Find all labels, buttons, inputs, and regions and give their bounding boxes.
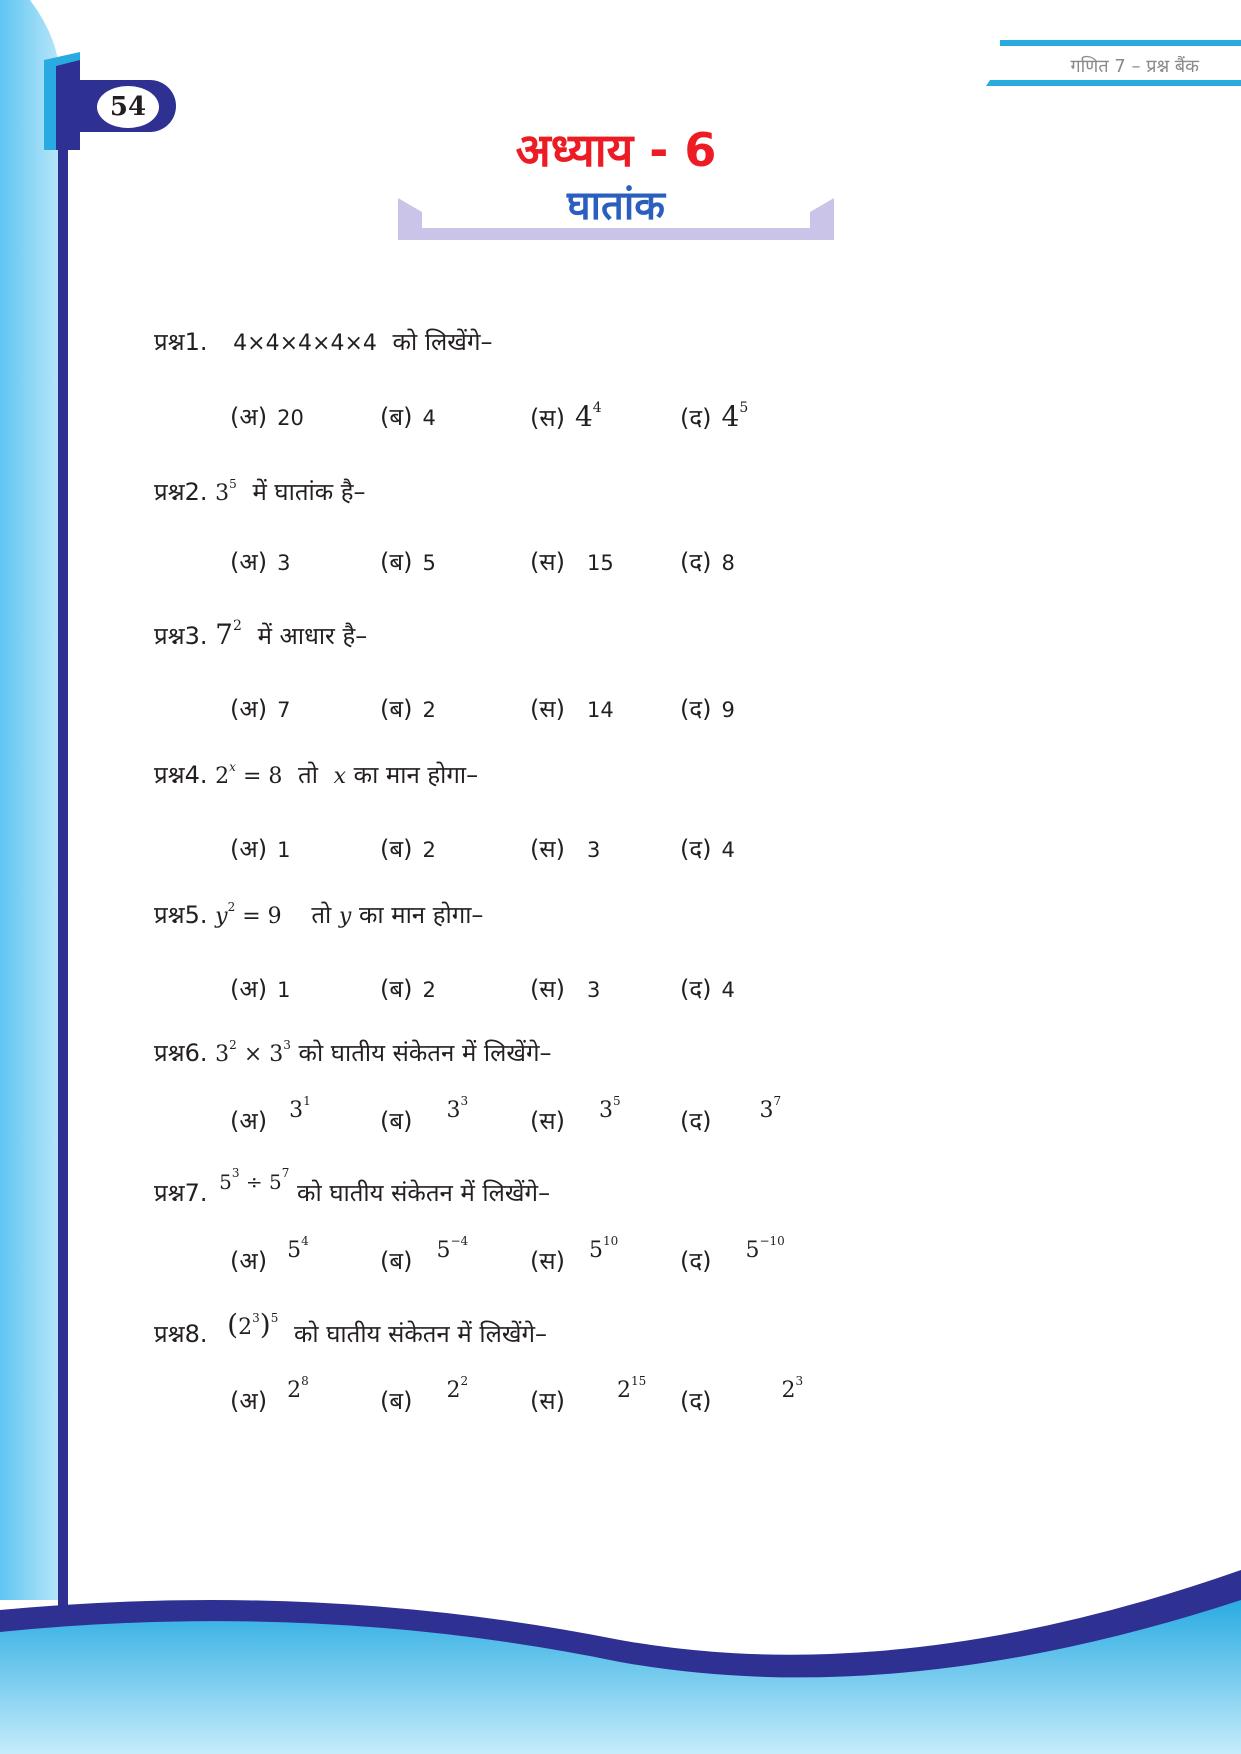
question-number: प्रश्न3. (154, 622, 208, 650)
question-7 (154, 1166, 551, 1209)
question-variable: y (338, 904, 352, 929)
option-d[interactable] (680, 1094, 782, 1137)
option-label: (द) (680, 695, 712, 723)
question-expression: $7^2$ (215, 618, 242, 651)
question-text-connector: तो (311, 901, 332, 929)
option-label: (ब) (380, 695, 413, 723)
option-value: 8 (721, 551, 735, 575)
option-c[interactable] (530, 1374, 647, 1417)
option-label: (ब) (380, 1107, 413, 1135)
question-expression: 4×4×4×4×4 (233, 331, 377, 356)
question-text: को घातीय संकेतन में लिखेंगे– (297, 1179, 551, 1207)
option-value: $5^4$ (287, 1234, 309, 1263)
option-label: (स) (530, 835, 565, 863)
option-a[interactable] (230, 1234, 309, 1277)
question-number: प्रश्न8. (154, 1320, 208, 1348)
option-value: 3 (586, 978, 601, 1002)
option-label: (स) (530, 1107, 565, 1135)
option-d[interactable] (680, 400, 748, 434)
option-d[interactable] (680, 972, 735, 1005)
page-number: 54 (97, 86, 159, 128)
question-2 (154, 475, 366, 508)
option-value: 3 (586, 838, 601, 862)
option-b[interactable] (380, 1234, 469, 1277)
option-value: 2 (422, 838, 436, 862)
options-6 (230, 1094, 930, 1144)
option-a[interactable] (230, 545, 290, 578)
option-value: 1 (277, 838, 291, 862)
option-label: (ब) (380, 835, 413, 863)
option-value: $3^7$ (759, 1094, 782, 1123)
option-value: $2^8$ (287, 1374, 309, 1403)
options-4 (230, 832, 930, 872)
option-value: $3^5$ (598, 1094, 621, 1123)
option-label: (द) (680, 835, 712, 863)
option-label: (अ) (230, 1387, 268, 1415)
option-a[interactable] (230, 400, 304, 433)
option-c[interactable] (530, 1234, 619, 1277)
option-value: $2^3$ (781, 1374, 804, 1403)
option-b[interactable] (380, 1094, 469, 1137)
question-variable: x (333, 764, 346, 789)
options-2 (230, 545, 930, 585)
option-value: 4 (721, 838, 735, 862)
option-label: (ब) (380, 1247, 413, 1275)
chapter-title: अध्याय - 6 (515, 123, 717, 177)
option-value: 20 (277, 406, 304, 430)
option-label: (अ) (230, 975, 268, 1003)
question-text: का मान होगा– (353, 761, 479, 789)
option-label: (ब) (380, 548, 413, 576)
option-c[interactable] (530, 400, 602, 434)
option-value: $4^4$ (574, 400, 602, 433)
option-d[interactable] (680, 692, 735, 725)
option-value: $3^1$ (289, 1094, 311, 1123)
option-d[interactable] (680, 832, 735, 865)
option-b[interactable] (380, 545, 436, 578)
option-b[interactable] (380, 400, 436, 433)
option-label: (स) (530, 1247, 565, 1275)
option-c[interactable] (530, 545, 614, 578)
option-label: (स) (530, 1387, 565, 1415)
question-text: को लिखेंगे– (392, 328, 493, 356)
option-label: (अ) (230, 1247, 268, 1275)
option-c[interactable] (530, 832, 600, 865)
option-label: (स) (530, 548, 565, 576)
option-label: (स) (530, 975, 565, 1003)
option-b[interactable] (380, 972, 436, 1005)
option-label: (स) (530, 695, 565, 723)
question-1 (154, 325, 492, 358)
option-value: 15 (586, 551, 614, 575)
question-text: का मान होगा– (358, 901, 484, 929)
question-number: प्रश्न1. (154, 328, 208, 356)
question-expression: $y^2 = 9$ (215, 900, 282, 929)
question-expression: 2$^x$ = 8 (215, 760, 283, 789)
question-text: में आधार है– (257, 622, 368, 650)
question-number: प्रश्न2. (154, 478, 208, 506)
chapter-subtitle: घातांक (567, 183, 665, 229)
question-expression: $3^5$ (215, 477, 237, 506)
option-a[interactable] (230, 832, 290, 865)
option-value: 2 (422, 978, 436, 1002)
question-8 (154, 1308, 547, 1350)
question-number: प्रश्न4. (154, 761, 208, 789)
question-text-connector: तो (298, 761, 318, 789)
question-4 (154, 758, 478, 791)
option-c[interactable] (530, 972, 600, 1005)
option-d[interactable] (680, 545, 735, 578)
option-c[interactable] (530, 692, 614, 725)
question-expression: 53 ÷ 57 (219, 1166, 290, 1194)
option-value: 4 (422, 406, 436, 430)
question-expression: $3^2 \times 3^3$ (215, 1038, 291, 1067)
question-6 (154, 1036, 552, 1069)
option-value: $4^5$ (721, 400, 749, 433)
option-value: $2^2$ (446, 1374, 469, 1403)
option-label: (ब) (380, 403, 413, 431)
option-d[interactable] (680, 1234, 785, 1277)
option-value: 14 (586, 698, 614, 722)
options-3 (230, 692, 930, 732)
option-label: (द) (680, 548, 712, 576)
option-label: (अ) (230, 548, 268, 576)
option-value: 7 (277, 698, 291, 722)
option-value: 4 (721, 978, 735, 1002)
options-8 (230, 1374, 930, 1424)
option-label: (अ) (230, 695, 268, 723)
question-expression: $(2^3)^5$ (227, 1308, 279, 1341)
question-5 (154, 898, 483, 931)
options-1 (230, 400, 930, 440)
option-b[interactable] (380, 832, 436, 865)
question-number: प्रश्न7. (154, 1179, 208, 1207)
option-d[interactable] (680, 1374, 804, 1417)
running-header: गणित 7 – प्रश्न बैंक (1070, 56, 1199, 77)
option-a[interactable] (230, 692, 290, 725)
option-label: (ब) (380, 1387, 413, 1415)
options-7 (230, 1234, 930, 1284)
option-value: $3^3$ (446, 1094, 469, 1123)
option-value: 5 (422, 551, 436, 575)
option-value: $5^{-10}$ (745, 1234, 785, 1263)
question-number: प्रश्न5. (154, 901, 208, 929)
option-a[interactable] (230, 1374, 309, 1417)
options-5 (230, 972, 930, 1012)
option-c[interactable] (530, 1094, 621, 1137)
option-value: 3 (277, 551, 291, 575)
option-label: (द) (680, 1247, 712, 1275)
option-label: (द) (680, 1107, 712, 1135)
option-label: (स) (530, 404, 565, 432)
option-value: $5^{-4}$ (436, 1234, 469, 1263)
option-label: (द) (680, 975, 712, 1003)
question-3 (154, 618, 367, 652)
question-number: प्रश्न6. (154, 1039, 208, 1067)
question-text: में घातांक है– (252, 478, 366, 506)
question-text: को घातीय संकेतन में लिखेंगे– (298, 1039, 552, 1067)
option-label: (द) (680, 1387, 712, 1415)
question-text: को घातीय संकेतन में लिखेंगे– (293, 1320, 547, 1348)
option-value: $5^{10}$ (588, 1234, 619, 1263)
option-value: 1 (277, 978, 291, 1002)
option-label: (अ) (230, 1107, 268, 1135)
option-b[interactable] (380, 692, 436, 725)
option-a[interactable] (230, 1094, 311, 1137)
option-label: (अ) (230, 835, 268, 863)
option-label: (ब) (380, 975, 413, 1003)
option-a[interactable] (230, 972, 290, 1005)
option-label: (द) (680, 404, 712, 432)
option-value: 2 (422, 698, 436, 722)
option-value: 9 (721, 698, 735, 722)
option-value: $2^{15}$ (616, 1374, 647, 1403)
option-b[interactable] (380, 1374, 469, 1417)
option-label: (अ) (230, 403, 268, 431)
